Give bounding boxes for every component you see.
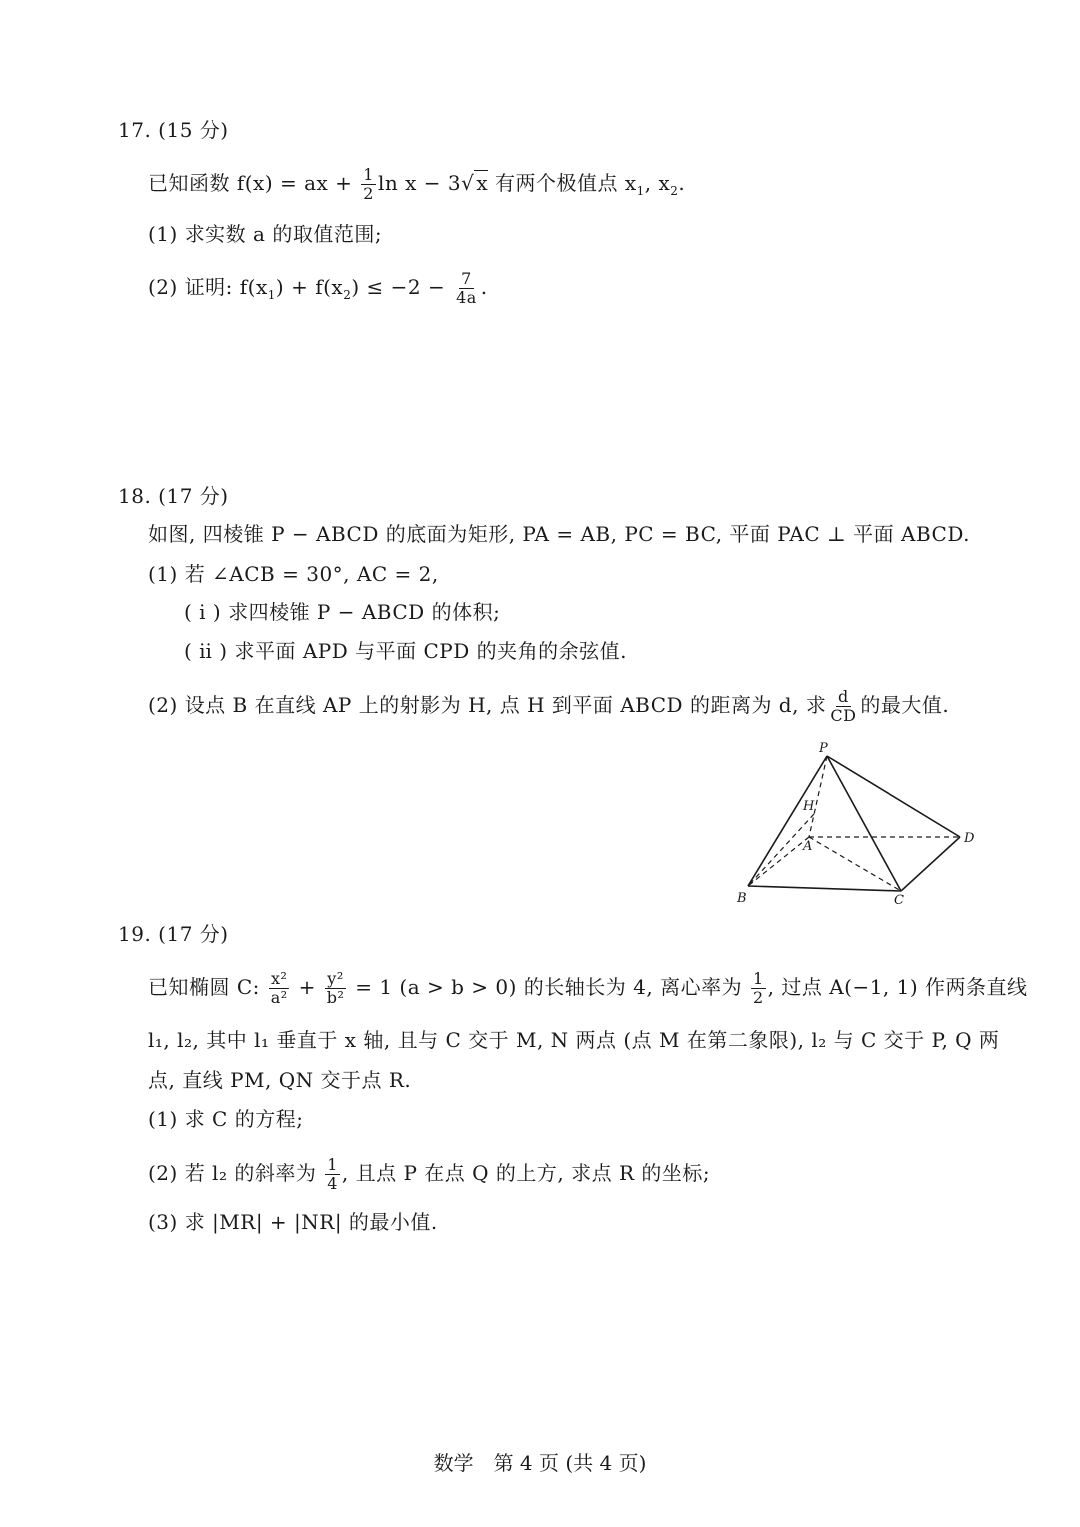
q18-stem: 如图, 四棱锥 P − ABCD 的底面为矩形, PA = AB, PC = BC, 平面 PAC ⊥ 平面 ABCD. (148, 522, 971, 546)
q19-fraction-x2a2 (269, 970, 290, 1007)
q17-stem-frac-den: 2 (363, 184, 374, 203)
q19-part2-frac-den: 4 (327, 1174, 338, 1193)
q17-part2-text-a: (2) 证明: f(x (148, 275, 268, 299)
q18-part2-frac-den: CD (830, 706, 857, 725)
q19-part2 (148, 1156, 710, 1193)
q18-sub-ii: ( ⅱ ) 求平面 APD 与平面 CPD 的夹角的余弦值. (184, 639, 627, 663)
q18-part2-fraction (828, 688, 858, 725)
q17-part1: (1) 求实数 a 的取值范围; (148, 222, 383, 246)
label-A: A (803, 839, 813, 854)
pyramid-diagram (735, 738, 980, 908)
edge-PB (748, 756, 827, 886)
q19-line1-text-c: = 1 (a > b > 0) 的长轴长为 4, 离心率为 (348, 975, 749, 999)
q19-line1-text-d: , 过点 A(−1, 1) 作两条直线 (767, 975, 1028, 999)
q18-part2-text-b: 的最大值. (860, 693, 950, 717)
q18-part1: (1) 若 ∠ACB = 30°, AC = 2, (148, 562, 439, 586)
edge-AB (748, 837, 809, 886)
q17-stem-sub2: 2 (670, 184, 679, 198)
label-H: H (803, 799, 815, 814)
q17-stem-fraction (361, 166, 376, 203)
q19-fraction-y2b2 (325, 970, 347, 1007)
q17-part2-frac-num: 7 (461, 269, 472, 288)
edge-PD (827, 756, 960, 837)
q17-stem-sub1: 1 (636, 184, 645, 198)
q18-part2-text-a: (2) 设点 B 在直线 AP 上的射影为 H, 点 H 到平面 ABCD 的距离为 d, 求 (148, 693, 827, 717)
q19-line2: l₁, l₂, 其中 l₁ 垂直于 x 轴, 且与 C 交于 M, N 两点 (点 M 在第二象限), l₂ 与 C 交于 P, Q 两 (148, 1028, 1000, 1052)
q17-stem-text-d: , x (644, 171, 671, 195)
q19-frac1-num: x² (271, 969, 288, 988)
q17-stem-frac-num: 1 (363, 165, 374, 184)
q17-part2-text-c: ) ≤ −2 − (351, 275, 453, 299)
q17-stem-text-c: 有两个极值点 x (488, 171, 637, 195)
q19-frac1-den: a² (270, 988, 288, 1007)
label-D: D (964, 831, 975, 846)
q19-line1-text-a: 已知椭圆 C: (148, 975, 267, 999)
q19-frac3-num: 1 (752, 969, 764, 988)
q19-header: 19. (17 分) (118, 922, 229, 946)
q17-part2-text-b: ) + f(x (275, 275, 344, 299)
q17-part2-text-d: . (480, 275, 488, 299)
edge-CD (901, 837, 960, 891)
q17-stem-text-e: . (678, 171, 686, 195)
label-P: P (819, 741, 828, 756)
q19-part1: (1) 求 C 的方程; (148, 1107, 304, 1131)
q18-part2-frac-num: d (837, 687, 849, 706)
q17-stem: 已知函数 f(x) = ax + $\frac{1}{2}$ ln x − 3√ x 有两个极值点 $x_1$, $x_2$. (148, 165, 686, 203)
q19-part2-text-b: , 且点 P 在点 Q 的上方, 求点 R 的坐标; (341, 1161, 711, 1185)
q19-frac2-den: b² (326, 988, 345, 1007)
q17-part2-fraction (454, 270, 479, 307)
label-C: C (894, 893, 904, 908)
edge-AC (809, 837, 901, 891)
q17-part2 (148, 270, 488, 309)
pyramid-figure (735, 738, 980, 912)
page-footer: 数学 第 4 页 (共 4 页) (433, 1451, 647, 1475)
q17-part2-sub1: 1 (267, 288, 276, 302)
q19-fraction-half (751, 970, 766, 1007)
q17-stem-text-b: ln x − 3 (377, 171, 462, 195)
q17-part2-sub2: 2 (343, 288, 352, 302)
q18-sub-i: ( ⅰ ) 求四棱锥 P − ABCD 的体积; (184, 600, 501, 624)
q17-stem-sqrt: x (476, 171, 489, 195)
q19-part3: (3) 求 |MR| + |NR| 的最小值. (148, 1210, 438, 1234)
q17-part2-frac-den: 4a (456, 288, 477, 307)
edge-PA (809, 756, 827, 837)
q19-frac2-num: y² (327, 969, 344, 988)
q19-line3: 点, 直线 PM, QN 交于点 R. (148, 1068, 412, 1092)
edge-PC (827, 756, 901, 891)
q18-part2 (148, 688, 949, 725)
q19-part2-frac-num: 1 (327, 1155, 338, 1174)
q19-part2-fraction (325, 1156, 340, 1193)
label-B: B (737, 891, 747, 906)
q19-frac3-den: 2 (752, 988, 764, 1007)
edge-BC (748, 886, 901, 891)
q19-line1-text-b: + (291, 975, 323, 999)
q19-line1 (148, 970, 1028, 1007)
q18-header: 18. (17 分) (118, 484, 229, 508)
q17-header: 17. (15 分) (118, 118, 229, 142)
q17-stem-text-a: 已知函数 f(x) = ax + (148, 171, 360, 195)
q19-part2-text-a: (2) 若 l₂ 的斜率为 (148, 1161, 324, 1185)
